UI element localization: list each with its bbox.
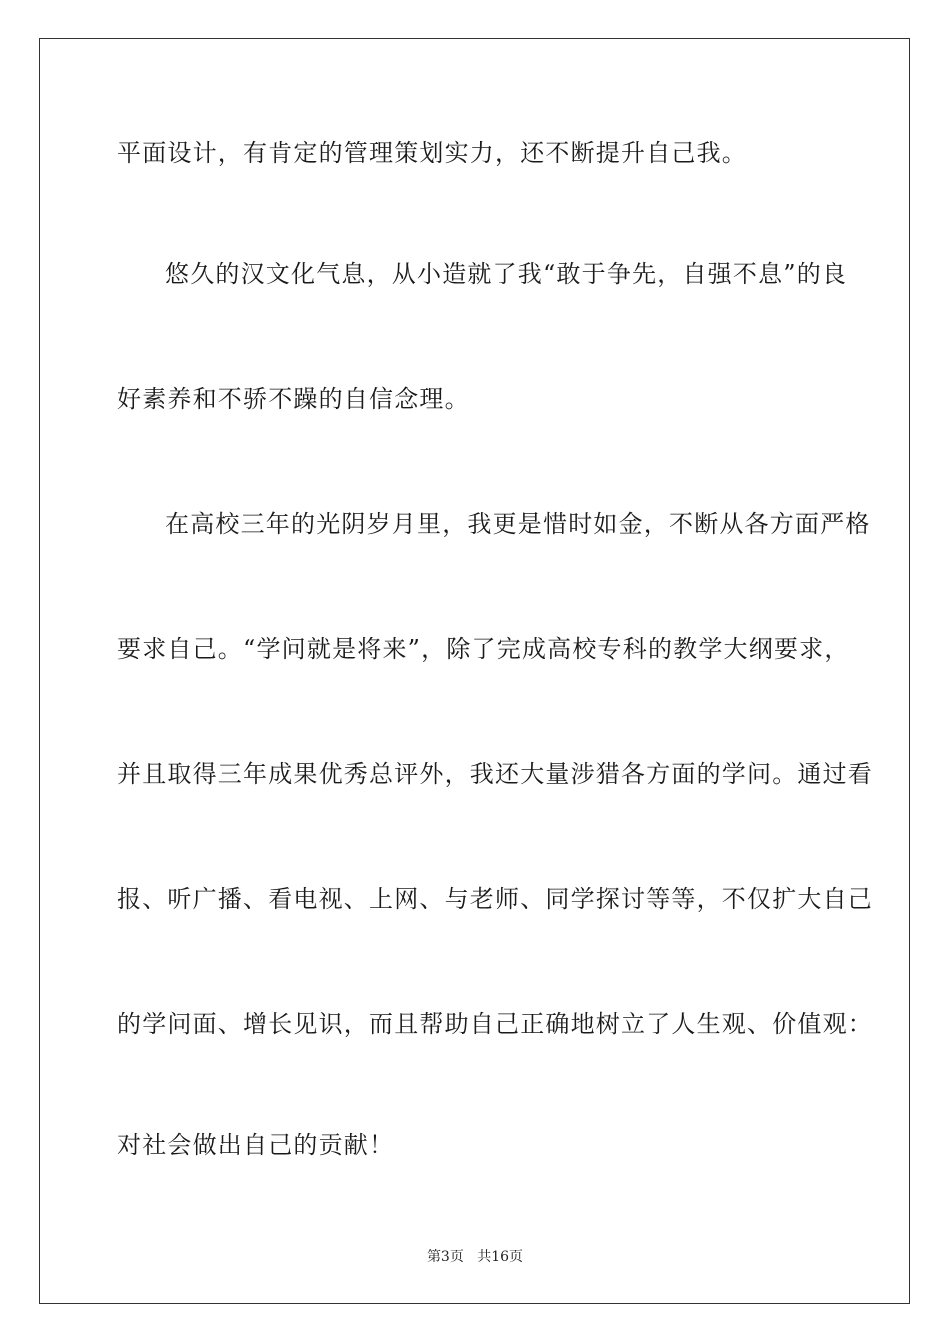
page-number: 第3页 — [426, 1249, 464, 1265]
page-footer — [0, 1248, 950, 1266]
paragraph-line-6: 并且取得三年成果优秀总评外，我还大量涉猎各方面的学问。通过看 — [117, 760, 873, 788]
paragraph-line-1: 平面设计，有肯定的管理策划实力，还不断提升自己我。 — [117, 139, 747, 167]
paragraph-line-7: 报、听广播、看电视、上网、与老师、同学探讨等等，不仅扩大自己 — [117, 885, 873, 913]
paragraph-line-9: 对社会做出自己的贡献！ — [117, 1131, 395, 1159]
page-total: 共16页 — [477, 1249, 524, 1265]
page-border — [39, 38, 910, 1304]
paragraph-line-5: 要求自己。“学问就是将来”，除了完成高校专科的教学大纲要求， — [117, 635, 850, 663]
paragraph-line-4: 在高校三年的光阴岁月里，我更是惜时如金，不断从各方面严格 — [165, 510, 871, 538]
paragraph-line-2: 悠久的汉文化气息，从小造就了我“敢于争先，自强不息”的良 — [165, 260, 848, 288]
paragraph-line-3: 好素养和不骄不躁的自信念理。 — [117, 385, 470, 413]
paragraph-line-8: 的学问面、增长见识，而且帮助自己正确地树立了人生观、价值观： — [117, 1010, 873, 1038]
